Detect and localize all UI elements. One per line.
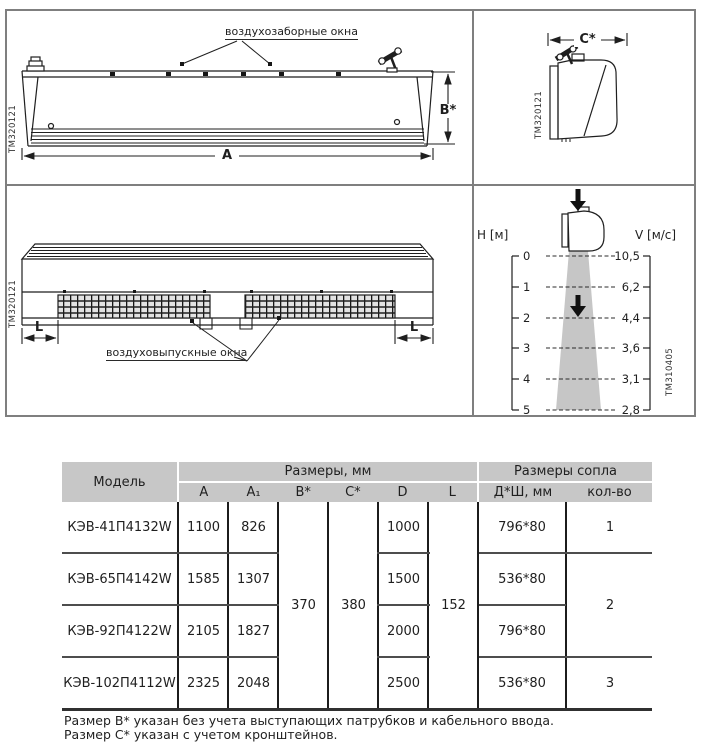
frame-divider-horizontal [5, 184, 696, 186]
value-a1: 2048 [236, 675, 271, 691]
value-nozzle: 536*80 [498, 571, 546, 587]
bottom-view-doc-number: TM320121 [8, 279, 18, 328]
value-a1: 1827 [236, 623, 271, 639]
dim-l-left-label: L [34, 320, 44, 335]
value-d: 1500 [386, 571, 421, 587]
value-b-merged: 370 [291, 597, 316, 613]
value-a: 1585 [186, 571, 221, 587]
value-a: 1100 [186, 519, 221, 535]
side-view-doc-number: TM320121 [534, 90, 544, 139]
velocity-value: 6,2 [621, 280, 640, 294]
value-nozzle: 796*80 [498, 519, 546, 535]
height-tick: 4 [523, 372, 531, 386]
velocity-value: 3,1 [621, 372, 640, 386]
height-tick: 3 [523, 341, 531, 355]
value-a: 2325 [186, 675, 221, 691]
height-tick: 0 [523, 249, 531, 263]
col-header-nozzle-size: Д*Ш, мм [493, 485, 553, 500]
col-header-l: L [448, 485, 456, 500]
value-nozzle: 796*80 [498, 623, 546, 639]
col-header-b: B* [295, 485, 311, 500]
table-header-nozzle-group: Размеры сопла [479, 462, 652, 481]
table-vline [327, 502, 329, 708]
value-d: 1000 [386, 519, 421, 535]
model-cell: КЭВ-102П4112W [63, 675, 176, 691]
col-header-d: D [397, 485, 408, 500]
flow-chart-doc-number: TM310405 [665, 347, 675, 396]
velocity-value: 3,6 [621, 341, 640, 355]
value-a1: 1307 [236, 571, 271, 587]
col-header-a: A [199, 485, 209, 500]
footnote-c: Размер C* указан с учетом кронштейнов. [64, 727, 338, 742]
col-header-nozzle-count: кол-во [587, 485, 632, 500]
col-header-c: C* [345, 485, 361, 500]
height-tick: 2 [523, 311, 531, 325]
frame-divider-vertical [472, 9, 474, 417]
intake-windows-label: воздухозаборные окна [225, 25, 358, 38]
front-view-doc-number: TM320121 [8, 104, 18, 153]
velocity-value: 4,4 [621, 311, 640, 325]
velocity-value: 2,8 [621, 403, 640, 417]
value-count: 1 [605, 519, 615, 535]
model-cell: КЭВ-41П4132W [67, 519, 172, 535]
value-d: 2500 [386, 675, 421, 691]
model-cell: КЭВ-92П4122W [67, 623, 172, 639]
value-a: 2105 [186, 623, 221, 639]
table-header-model: Модель [62, 462, 177, 502]
dim-a-label: A [215, 149, 239, 163]
footnote-b: Размер B* указан без учета выступающих патрубков и кабельного ввода. [64, 713, 554, 728]
dim-b-label: B* [436, 104, 460, 118]
dim-l-right-label: L [409, 320, 419, 335]
value-c-merged: 380 [341, 597, 366, 613]
table-subheader-dimensions [179, 483, 477, 502]
table-header-dimensions-group: Размеры, мм [179, 462, 477, 481]
col-header-a1: A₁ [246, 485, 261, 500]
value-a1: 826 [241, 519, 266, 535]
velocity-axis-label: V [м/с] [635, 228, 677, 242]
outlet-windows-label: воздуховыпускные окна [106, 346, 248, 359]
height-axis-label: H [м] [477, 228, 509, 242]
value-count: 3 [605, 675, 615, 691]
value-l-merged: 152 [441, 597, 466, 613]
velocity-value: 10,5 [614, 249, 640, 263]
dim-c-label: C* [574, 33, 601, 47]
value-nozzle: 536*80 [498, 675, 546, 691]
value-d: 2000 [386, 623, 421, 639]
table-bottom-line [62, 708, 652, 711]
height-tick: 1 [523, 280, 531, 294]
model-cell: КЭВ-65П4142W [67, 571, 172, 587]
table-subheader-nozzle [479, 483, 652, 502]
height-tick: 5 [523, 403, 531, 417]
value-count-merged: 2 [605, 597, 615, 613]
